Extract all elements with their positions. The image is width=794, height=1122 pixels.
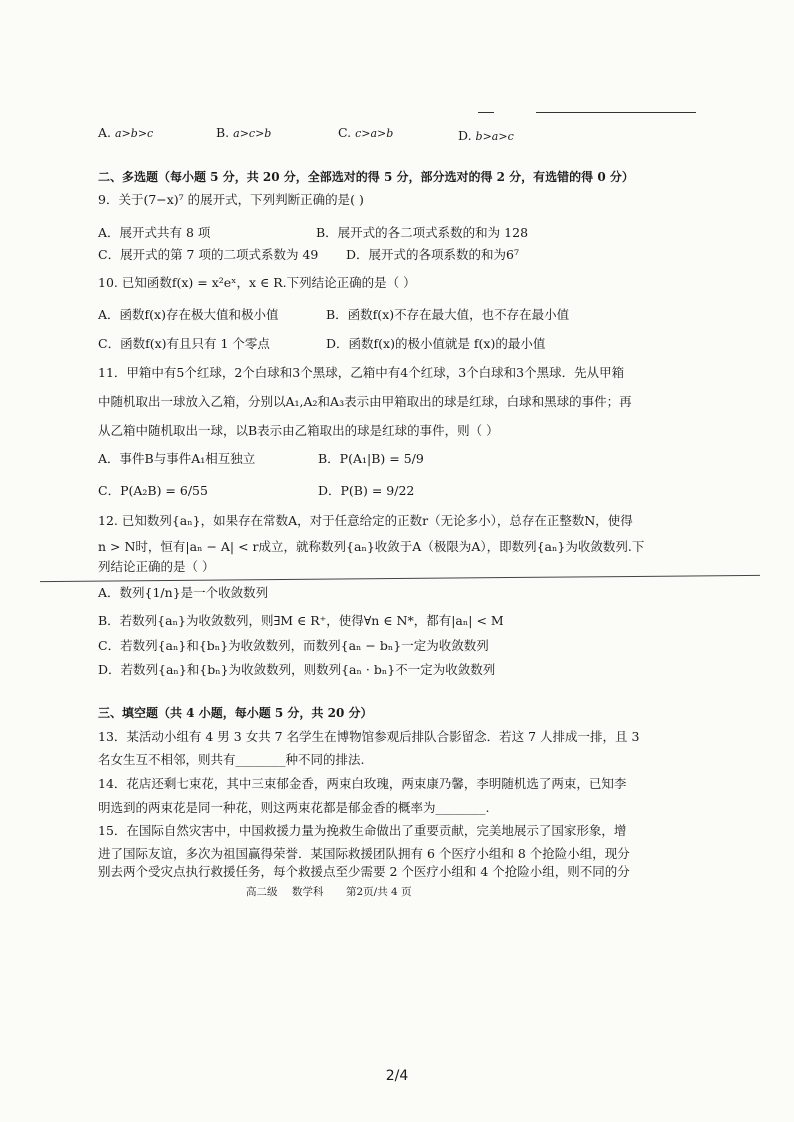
q14-line-1: 14．花店还剩七束花，其中三束郁金香，两束白玫瑰，两束康乃馨，李明随机选了两束，已知李 xyxy=(98,776,627,791)
q15-line-3: 别去两个受灾点执行救援任务，每个救援点至少需要 2 个医疗小组和 4 个抢险小组，则不同的分 xyxy=(98,864,630,879)
q15-line-2: 进了国际友谊，多次为祖国赢得荣誉．某国际救援团队拥有 6 个医疗小组和 8 个抢险小组，现分 xyxy=(98,846,630,861)
q11-line-1: 11．甲箱中有5个红球，2个白球和3个黑球，乙箱中有4个红球，3个白球和3个黑球．先从甲箱 xyxy=(98,365,625,380)
q12-option-d: D．若数列{aₙ}和{bₙ}为收敛数列，则数列{aₙ · bₙ}不一定为收敛数列 xyxy=(98,662,496,677)
q12-line-2: n > N时，恒有|aₙ − A| < r成立，就称数列{aₙ}收敛于A（极限为A），即数列{aₙ}为收敛数列.下 xyxy=(98,539,645,554)
q9-option-d: D．展开式的各项系数的和为6⁷ xyxy=(346,247,519,262)
q10-option-d: D．函数f(x)的极小值就是 f(x)的最小值 xyxy=(326,336,546,351)
q11-line-3: 从乙箱中随机取出一球，以B表示由乙箱取出的球是红球的事件，则（ ） xyxy=(98,423,499,438)
q12-option-b: B．若数列{aₙ}为收敛数列，则∃M ∈ R⁺，使得∀n ∈ N*，都有|aₙ| < M xyxy=(98,613,504,628)
q12-option-c: C．若数列{aₙ}和{bₙ}为收敛数列，而数列{aₙ − bₙ}一定为收敛数列 xyxy=(98,638,489,653)
footer-grade: 高二级 xyxy=(246,886,278,898)
q9-option-b: B．展开式的各二项式系数的和为 128 xyxy=(316,225,529,240)
q10-option-a: A．函数f(x)存在极大值和极小值 xyxy=(98,307,279,322)
q13-line-1: 13．某活动小组有 4 男 3 女共 7 名学生在博物馆参观后排队合影留念．若这 7 人排成一排，且 3 xyxy=(98,729,640,744)
q15-line-1: 15．在国际自然灾害中，中国救援力量为挽救生命做出了重要贡献，完美地展示了国家形象，增 xyxy=(98,823,627,838)
q12-line-3: 列结论正确的是（ ） xyxy=(98,559,215,574)
footer-subject: 数学科 xyxy=(292,886,324,898)
top-rule-long xyxy=(536,112,696,113)
q9-option-a: A．展开式共有 8 项 xyxy=(98,225,211,240)
q8-option-d: D. b>a>c xyxy=(458,128,514,143)
q11-option-b: B．P(A₁|B) = 5/9 xyxy=(318,451,424,466)
q10-stem: 10. 已知函数f(x) = x²eˣ，x ∈ R.下列结论正确的是（ ） xyxy=(98,275,416,290)
q12-line-1: 12. 已知数列{aₙ}，如果存在常数A，对于任意给定的正数r（无论多小），总存在正整数N，使得 xyxy=(98,513,633,528)
q11-option-c: C．P(A₂B) = 6/55 xyxy=(98,483,208,498)
q8-option-c: C. c>a>b xyxy=(338,125,394,140)
q11-option-a: A．事件B与事件A₁相互独立 xyxy=(98,451,256,466)
q13-line-2: 名女生互不相邻，则共有________种不同的排法. xyxy=(98,752,365,767)
q8-option-a: A. a>b>c xyxy=(98,125,154,140)
footer-page: 第2页/共 4 页 xyxy=(346,886,412,898)
viewer-page-indicator: 2/4 xyxy=(385,1068,409,1084)
q14-line-2: 明选到的两束花是同一种花，则这两束花都是郁金香的概率为________. xyxy=(98,800,490,815)
q10-option-c: C．函数f(x)有且只有 1 个零点 xyxy=(98,336,270,351)
q8-option-b: B. a>c>b xyxy=(216,125,272,140)
section3-title: 三、填空题（共 4 小题，每小题 5 分，共 20 分） xyxy=(98,706,373,720)
q10-option-b: B．函数f(x)不存在最大值，也不存在最小值 xyxy=(326,307,570,322)
q11-line-2: 中随机取出一球放入乙箱，分别以A₁,A₂和A₃表示由甲箱取出的球是红球，白球和黑球的事件；再 xyxy=(98,394,632,409)
q11-option-d: D．P(B) = 9/22 xyxy=(318,483,415,498)
q9-stem: 9．关于(7−x)⁷ 的展开式，下列判断正确的是( ) xyxy=(98,192,364,207)
section2-title: 二、多选题（每小题 5 分，共 20 分，全部选对的得 5 分，部分选对的得 2 分，有选错的得 0 分） xyxy=(98,170,634,184)
q12-option-a: A．数列{1/n}是一个收敛数列 xyxy=(98,585,269,600)
top-rule-short xyxy=(478,112,494,113)
q9-option-c: C．展开式的第 7 项的二项式系数为 49 xyxy=(98,247,319,262)
